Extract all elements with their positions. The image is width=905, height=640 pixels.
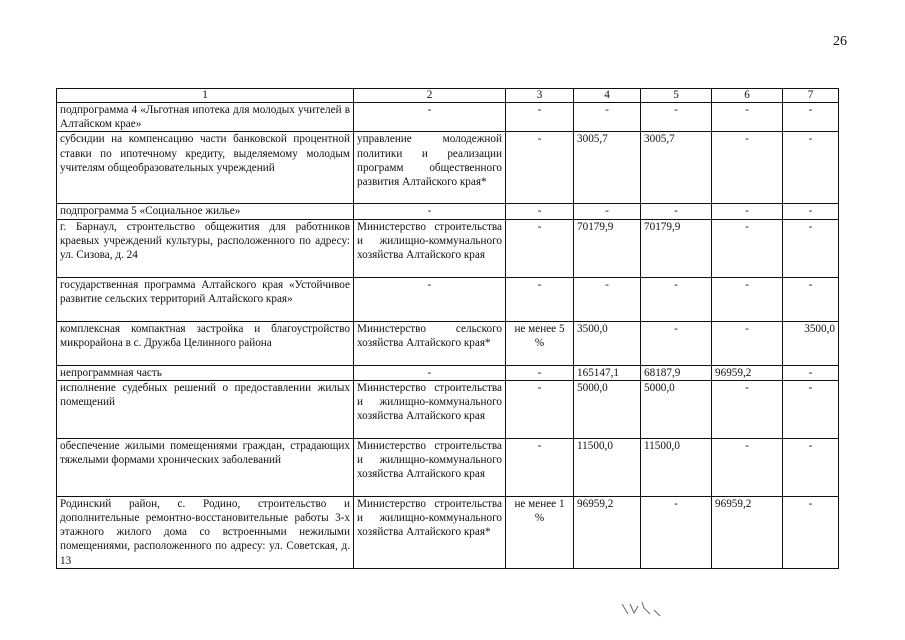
budget-table bbox=[56, 88, 839, 569]
cell-total: 165147,1 bbox=[574, 365, 641, 380]
header-col-6: 6 bbox=[712, 89, 783, 103]
table-header bbox=[57, 89, 839, 103]
cell-col6: - bbox=[712, 321, 783, 365]
cell-cofinancing: - bbox=[506, 438, 574, 496]
cell-total: - bbox=[574, 277, 641, 321]
cell-cofinancing: - bbox=[506, 277, 574, 321]
table-row bbox=[57, 365, 839, 380]
cell-col6: - bbox=[712, 219, 783, 277]
cell-executor: Министерство строительства и жилищно-коммунального хозяйства Алтайского края bbox=[354, 380, 506, 438]
cell-cofinancing: - bbox=[506, 204, 574, 219]
cell-col6: - bbox=[712, 438, 783, 496]
cell-total: 96959,2 bbox=[574, 496, 641, 568]
cell-col5: - bbox=[641, 321, 712, 365]
table-row bbox=[57, 438, 839, 496]
cell-cofinancing: - bbox=[506, 380, 574, 438]
cell-cofinancing: - bbox=[506, 132, 574, 204]
cell-executor: Министерство сельского хозяйства Алтайского края* bbox=[354, 321, 506, 365]
signature-mark bbox=[620, 598, 668, 620]
table-row bbox=[57, 277, 839, 321]
cell-executor: Министерство строительства и жилищно-коммунального хозяйства Алтайского края bbox=[354, 219, 506, 277]
cell-col6: - bbox=[712, 103, 783, 132]
cell-description: обеспечение жилыми помещениями граждан, страдающих тяжелыми формами хронических заболеваний bbox=[57, 438, 354, 496]
cell-description: г. Барнаул, строительство общежития для работников краевых учреждений культуры, расположенного по адресу: ул. Сизова, д. 24 bbox=[57, 219, 354, 277]
cell-col7: - bbox=[783, 438, 839, 496]
cell-executor: Министерство строительства и жилищно-коммунального хозяйства Алтайского края bbox=[354, 438, 506, 496]
cell-total: 3500,0 bbox=[574, 321, 641, 365]
cell-col6: - bbox=[712, 277, 783, 321]
cell-col5: 11500,0 bbox=[641, 438, 712, 496]
cell-col6: 96959,2 bbox=[712, 365, 783, 380]
cell-description: подпрограмма 4 «Льготная ипотека для молодых учителей в Алтайском крае» bbox=[57, 103, 354, 132]
header-col-1: 1 bbox=[57, 89, 354, 103]
cell-executor: - bbox=[354, 103, 506, 132]
cell-description: комплексная компактная застройка и благоустройство микрорайона в с. Дружба Целинного района bbox=[57, 321, 354, 365]
cell-cofinancing: не менее 5 % bbox=[506, 321, 574, 365]
table-row bbox=[57, 204, 839, 219]
cell-col5: - bbox=[641, 103, 712, 132]
cell-total: - bbox=[574, 204, 641, 219]
cell-col7: - bbox=[783, 103, 839, 132]
cell-cofinancing: - bbox=[506, 219, 574, 277]
cell-col5: 3005,7 bbox=[641, 132, 712, 204]
cell-col6: - bbox=[712, 204, 783, 219]
cell-executor: - bbox=[354, 204, 506, 219]
cell-executor: управление молодежной политики и реализации программ общественного развития Алтайского края* bbox=[354, 132, 506, 204]
cell-executor: - bbox=[354, 365, 506, 380]
cell-col6: 96959,2 bbox=[712, 496, 783, 568]
cell-description: субсидии на компенсацию части банковской процентной ставки по ипотечному кредиту, выделяемому молодым учителям общеобразовательных учреждений bbox=[57, 132, 354, 204]
page-number: 26 bbox=[833, 34, 847, 49]
cell-col5: 5000,0 bbox=[641, 380, 712, 438]
cell-col7: - bbox=[783, 365, 839, 380]
table-row bbox=[57, 219, 839, 277]
table-row bbox=[57, 380, 839, 438]
cell-total: 3005,7 bbox=[574, 132, 641, 204]
cell-col5: 68187,9 bbox=[641, 365, 712, 380]
cell-col6: - bbox=[712, 380, 783, 438]
header-col-3: 3 bbox=[506, 89, 574, 103]
cell-col6: - bbox=[712, 132, 783, 204]
cell-total: 5000,0 bbox=[574, 380, 641, 438]
cell-cofinancing: - bbox=[506, 103, 574, 132]
cell-col7: - bbox=[783, 380, 839, 438]
cell-description: непрограммная часть bbox=[57, 365, 354, 380]
cell-description: государственная программа Алтайского края «Устойчивое развитие сельских территорий Алтайского края» bbox=[57, 277, 354, 321]
cell-total: 70179,9 bbox=[574, 219, 641, 277]
cell-col7: - bbox=[783, 496, 839, 568]
cell-description: исполнение судебных решений о предоставлении жилых помещений bbox=[57, 380, 354, 438]
cell-description: подпрограмма 5 «Социальное жилье» bbox=[57, 204, 354, 219]
cell-col7: - bbox=[783, 204, 839, 219]
cell-total: 11500,0 bbox=[574, 438, 641, 496]
cell-col7: - bbox=[783, 132, 839, 204]
cell-executor: Министерство строительства и жилищно-коммунального хозяйства Алтайского края* bbox=[354, 496, 506, 568]
cell-description: Родинский район, с. Родино, строительство и дополнительные ремонтно-восстановительные работы 3-х этажного жилого дома со встроенными нежилыми помещениями, расположенного по адресу: ул. Советская, д. 13 bbox=[57, 496, 354, 568]
cell-col5: 70179,9 bbox=[641, 219, 712, 277]
table-row bbox=[57, 132, 839, 204]
cell-col5: - bbox=[641, 277, 712, 321]
table-row bbox=[57, 496, 839, 568]
header-col-2: 2 bbox=[354, 89, 506, 103]
table-row bbox=[57, 103, 839, 132]
cell-executor: - bbox=[354, 277, 506, 321]
cell-col5: - bbox=[641, 204, 712, 219]
cell-col7: - bbox=[783, 277, 839, 321]
cell-col7: 3500,0 bbox=[783, 321, 839, 365]
cell-total: - bbox=[574, 103, 641, 132]
header-col-7: 7 bbox=[783, 89, 839, 103]
cell-cofinancing: не менее 1 % bbox=[506, 496, 574, 568]
header-col-4: 4 bbox=[574, 89, 641, 103]
cell-col7: - bbox=[783, 219, 839, 277]
table-row bbox=[57, 321, 839, 365]
cell-col5: - bbox=[641, 496, 712, 568]
cell-cofinancing: - bbox=[506, 365, 574, 380]
header-col-5: 5 bbox=[641, 89, 712, 103]
